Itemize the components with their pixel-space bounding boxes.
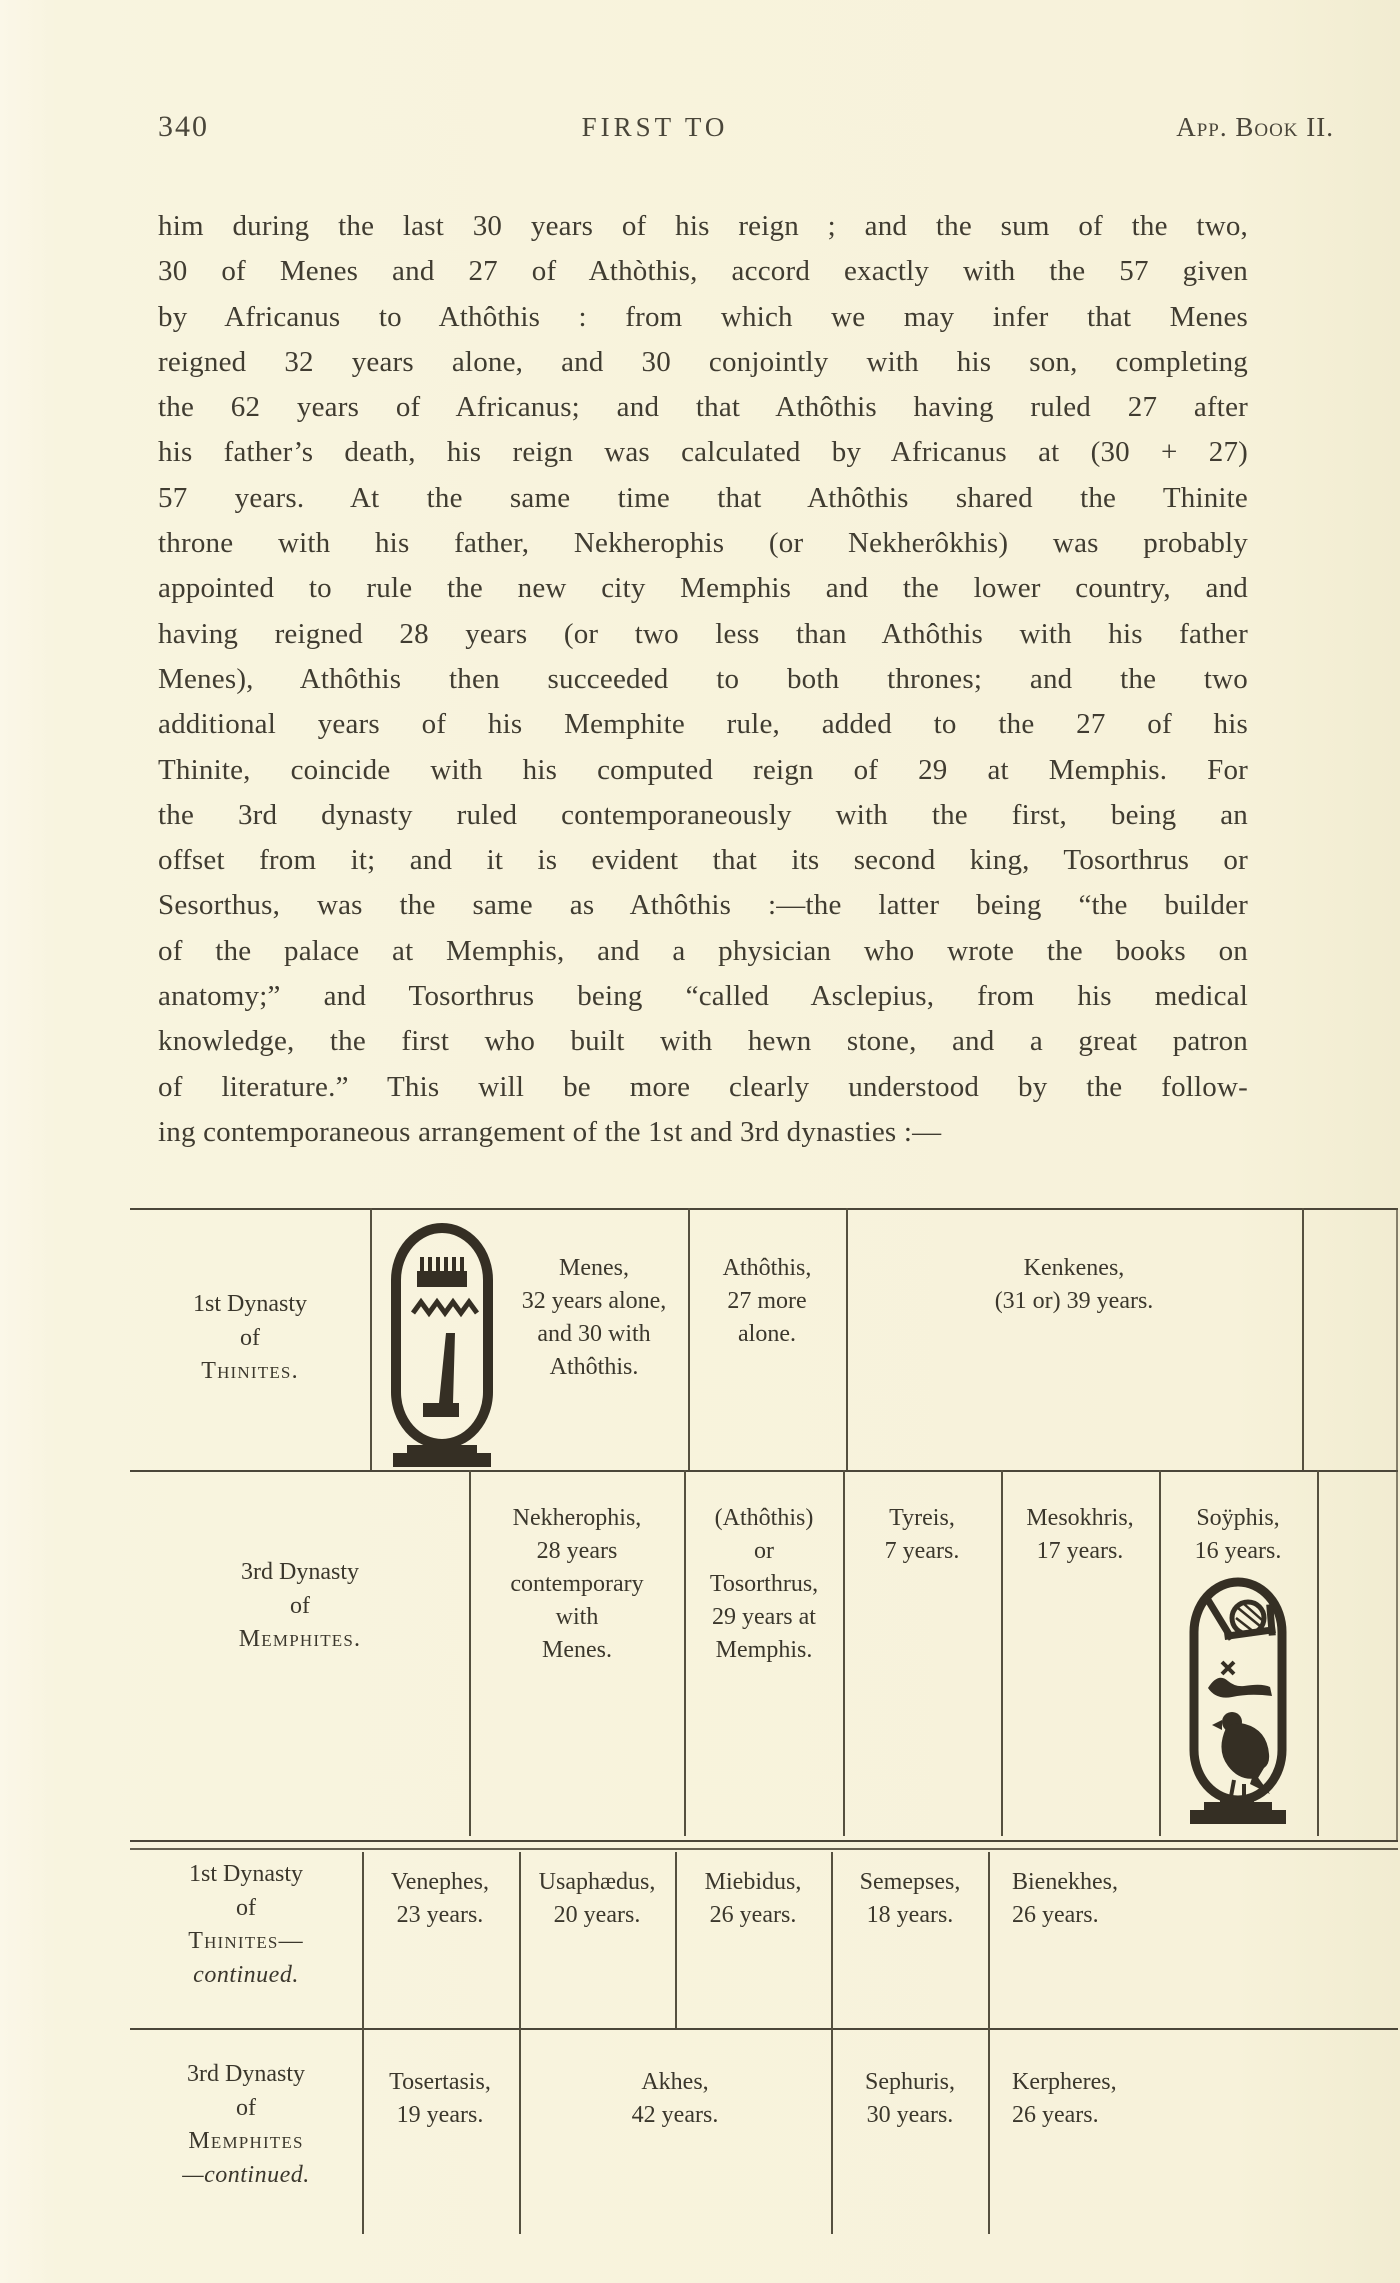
table-divider bbox=[988, 2028, 990, 2234]
row-label-continued: —continued. bbox=[182, 2161, 310, 2188]
table-divider bbox=[843, 1470, 845, 1836]
paragraph-line: of the palace at Memphis, and a physician who wrote the books on bbox=[158, 934, 1248, 967]
row-label-smallcaps: Memphites. bbox=[238, 1626, 362, 1652]
table-divider bbox=[362, 1852, 364, 2028]
paragraph-line: anatomy;” and Tosorthrus being “called Asclepius, from his medical bbox=[158, 980, 1248, 1013]
cell-tosertasis: Tosertasis, 19 years. bbox=[389, 2069, 491, 2128]
paragraph-line: the 62 years of Africanus; and that Athôthis having ruled 27 after bbox=[158, 391, 1248, 424]
table-divider bbox=[1317, 1470, 1319, 1836]
cell-mesokhris: Mesokhris, 17 years. bbox=[1026, 1505, 1134, 1564]
row-label-3rd-dynasty-memphites-continued bbox=[182, 2058, 309, 2192]
paragraph-line: throne with his father, Nekherophis (or Nekherôkhis) was probably bbox=[158, 527, 1248, 560]
paragraph-line: appointed to rule the new city Memphis and the lower country, and bbox=[158, 572, 1248, 605]
table-divider bbox=[1001, 1470, 1003, 1836]
running-title: FIRST TO bbox=[581, 112, 729, 142]
paragraph-line: offset from it; and it is evident that its second king, Tosorthrus or bbox=[158, 844, 1248, 877]
cell-nekherophis: Nekherophis, 28 years contemporary with Menes. bbox=[510, 1505, 644, 1663]
paragraph-line: knowledge, the first who built with hewn stone, and a great patron bbox=[158, 1025, 1248, 1058]
table-divider bbox=[1302, 1208, 1304, 1470]
paragraph-line: Sesorthus, was the same as Athôthis :—the latter being “the builder bbox=[158, 889, 1248, 922]
cell-semepses: Semepses, 18 years. bbox=[859, 1869, 961, 1928]
row-label-text: 1st Dynasty of bbox=[189, 1861, 303, 1921]
table-divider bbox=[675, 1852, 677, 2028]
paragraph-line: having reigned 28 years (or two less than Athôthis with his father bbox=[158, 617, 1248, 650]
table-divider bbox=[1159, 1470, 1161, 1836]
cell-kenkenes: Kenkenes, (31 or) 39 years. bbox=[994, 1255, 1154, 1314]
table-divider bbox=[831, 2028, 833, 2234]
row-label-smallcaps: Thinites. bbox=[201, 1358, 299, 1384]
paragraph-line: additional years of his Memphite rule, added to the 27 of his bbox=[158, 708, 1248, 741]
table-double-rule-b bbox=[130, 1848, 1398, 1850]
table-divider bbox=[688, 1208, 690, 1470]
book-reference: App. Book II. bbox=[1176, 112, 1334, 142]
row-label-3rd-dynasty-memphites bbox=[239, 1556, 361, 1657]
table-divider bbox=[519, 2028, 521, 2234]
row-label-1st-dynasty-thinites-continued bbox=[188, 1858, 304, 1992]
table-divider bbox=[469, 1470, 471, 1836]
body-paragraph bbox=[158, 204, 1248, 1155]
cell-bienekhes: Bienekhes, 26 years. bbox=[1012, 1869, 1118, 1928]
table-divider bbox=[684, 1470, 686, 1836]
paragraph-line: reigned 32 years alone, and 30 conjointly with his son, completing bbox=[158, 345, 1248, 378]
cell-akhes: Akhes, 42 years. bbox=[631, 2069, 719, 2128]
table-divider bbox=[519, 1852, 521, 2028]
paragraph-line: the 3rd dynasty ruled contemporaneously with the first, being an bbox=[158, 798, 1248, 831]
table-divider bbox=[831, 1852, 833, 2028]
table-divider bbox=[846, 1208, 848, 1470]
table-double-rule-a bbox=[130, 1840, 1398, 1842]
row-label-continued: continued. bbox=[193, 1961, 299, 1988]
paragraph-line: by Africanus to Athôthis : from which we may infer that Menes bbox=[158, 300, 1248, 333]
paragraph-line: 57 years. At the same time that Athôthis shared the Thinite bbox=[158, 481, 1248, 514]
row-label-smallcaps: Thinites— bbox=[188, 1928, 304, 1954]
cell-athothis: Athôthis, 27 more alone. bbox=[722, 1255, 812, 1347]
table-rule-bottom bbox=[130, 2028, 1398, 2030]
table-rule-mid bbox=[130, 1470, 1398, 1472]
page-number: 340 bbox=[158, 110, 209, 143]
page-edge-line bbox=[1396, 1208, 1398, 1840]
cell-soyphis: Soÿphis, 16 years. bbox=[1194, 1505, 1282, 1564]
cell-sephuris: Sephuris, 30 years. bbox=[865, 2069, 955, 2128]
cell-kerpheres: Kerpheres, 26 years. bbox=[1012, 2069, 1117, 2128]
table-divider bbox=[370, 1208, 372, 1470]
paragraph-line: Menes), Athôthis then succeeded to both thrones; and the two bbox=[158, 662, 1248, 695]
row-label-text: 3rd Dynasty of bbox=[241, 1559, 359, 1619]
cell-venephes: Venephes, 23 years. bbox=[391, 1869, 489, 1928]
row-label-smallcaps: Memphites bbox=[188, 2128, 304, 2154]
soyphis-cartouche-hieroglyph-icon bbox=[1182, 1576, 1294, 1828]
paragraph-line: Thinite, coincide with his computed reign of 29 at Memphis. For bbox=[158, 753, 1248, 786]
paragraph-line: 30 of Menes and 27 of Athòthis, accord exactly with the 57 given bbox=[158, 255, 1248, 288]
table-divider bbox=[988, 1852, 990, 2028]
paragraph-line: his father’s death, his reign was calculated by Africanus at (30 + 27) bbox=[158, 436, 1248, 469]
cell-menes: Menes, 32 years alone, and 30 with Athôthis. bbox=[521, 1255, 667, 1380]
paragraph-line: ing contemporaneous arrangement of the 1st and 3rd dynasties :— bbox=[158, 1115, 942, 1148]
cell-tyreis: Tyreis, 7 years. bbox=[884, 1505, 960, 1564]
row-label-text: 1st Dynasty of bbox=[193, 1291, 307, 1351]
table-divider bbox=[362, 2028, 364, 2234]
paragraph-line: of literature.” This will be more clearly understood by the follow- bbox=[158, 1070, 1248, 1103]
menes-cartouche-hieroglyph-icon bbox=[383, 1221, 501, 1471]
cell-tosorthrus: (Athôthis) or Tosorthrus, 29 years at Memphis. bbox=[709, 1505, 819, 1663]
paragraph-line: him during the last 30 years of his reign ; and the sum of the two, bbox=[158, 210, 1248, 242]
cell-usaphaedus: Usaphædus, 20 years. bbox=[538, 1869, 656, 1928]
cell-miebidus: Miebidus, 26 years. bbox=[704, 1869, 802, 1928]
row-label-text: 3rd Dynasty of bbox=[187, 2061, 305, 2121]
table-rule-top bbox=[130, 1208, 1398, 1210]
row-label-1st-dynasty-thinites bbox=[193, 1288, 307, 1389]
